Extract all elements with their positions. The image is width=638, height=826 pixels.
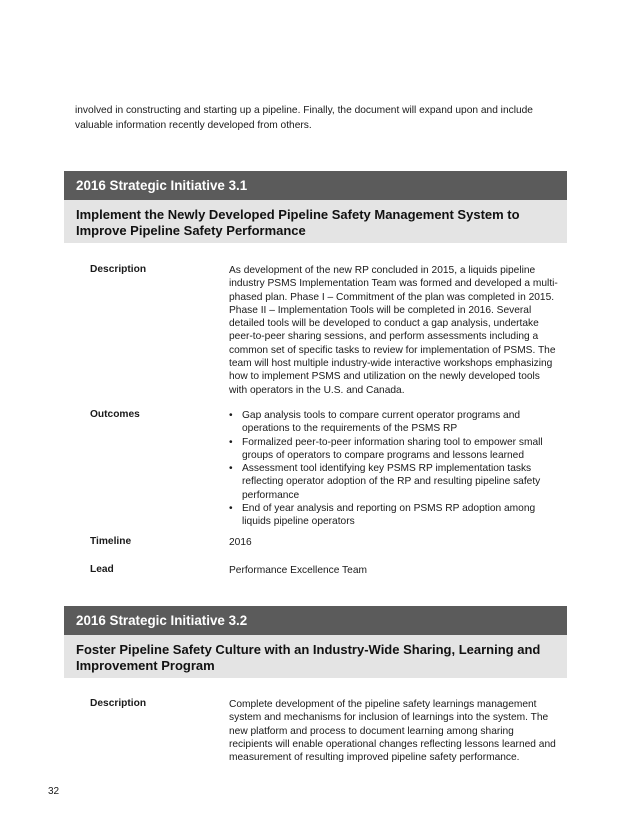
initiative-3-1-outcomes [229,409,559,529]
initiative-3-1-description [229,264,559,397]
description-text: Complete development of the pipeline safety learnings management system and mechanisms for inclusion of learnings into the system. The new platform and process to document learning among sharing recipients will enable operational changes reflecting lessons learned and measurement of resulting improved pipeline safety performance. [229,699,556,764]
outcome-item: • Assessment tool identifying key PSMS RP implementation tasks reflecting operator adoption of the RP and resulting pipeline safety performance [229,462,559,502]
intro-paragraph: involved in constructing and starting up a pipeline. Finally, the document will expand upon and include valuable information recently developed from others. [75,105,533,131]
outcome-item: • Gap analysis tools to compare current operator programs and operations to the requirements of the PSMS RP [229,409,559,436]
initiative-3-2-title: Foster Pipeline Safety Culture with an Industry-Wide Sharing, Learning and Improvement Program [64,635,567,678]
initiative-3-2-heading: 2016 Strategic Initiative 3.2 [64,606,567,635]
timeline-value: 2016 [229,537,252,548]
outcome-item: • Formalized peer-to-peer information sharing tool to empower small groups of operators to compare programs and lessons learned [229,436,559,463]
description-label: Description [90,264,147,275]
outcomes-label: Outcomes [90,409,140,420]
timeline-label: Timeline [90,536,132,547]
initiative-3-1-heading: 2016 Strategic Initiative 3.1 [64,171,567,200]
description-text: As development of the new RP concluded in 2015, a liquids pipeline industry PSMS Implementation Team was formed and developed a multi-phased plan. Phase I – Commitment of the plan was completed in 2015. Phase II – Implementation Tools will be completed in 2016. Several detailed tools will be developed to conduct a gap analysis, undertake peer-to-peer sharing sessions, and perform assessments including a common set of specific tasks to review for implementation of PSMS. The team will host multiple industry-wide interactive workshops emphasizing how to implement PSMS and utilization on the newly developed tools with operators in the U.S. and Canada. [229,265,558,396]
description-label: Description [90,698,147,709]
lead-value: Performance Excellence Team [229,565,367,576]
initiative-3-2-description [229,698,559,764]
page-number: 32 [48,786,60,797]
initiative-3-1-title: Implement the Newly Developed Pipeline Safety Management System to Improve Pipeline Safety Performance [64,200,567,243]
outcome-item: • End of year analysis and reporting on PSMS RP adoption among liquids pipeline operators [229,502,559,529]
lead-label: Lead [90,564,114,575]
